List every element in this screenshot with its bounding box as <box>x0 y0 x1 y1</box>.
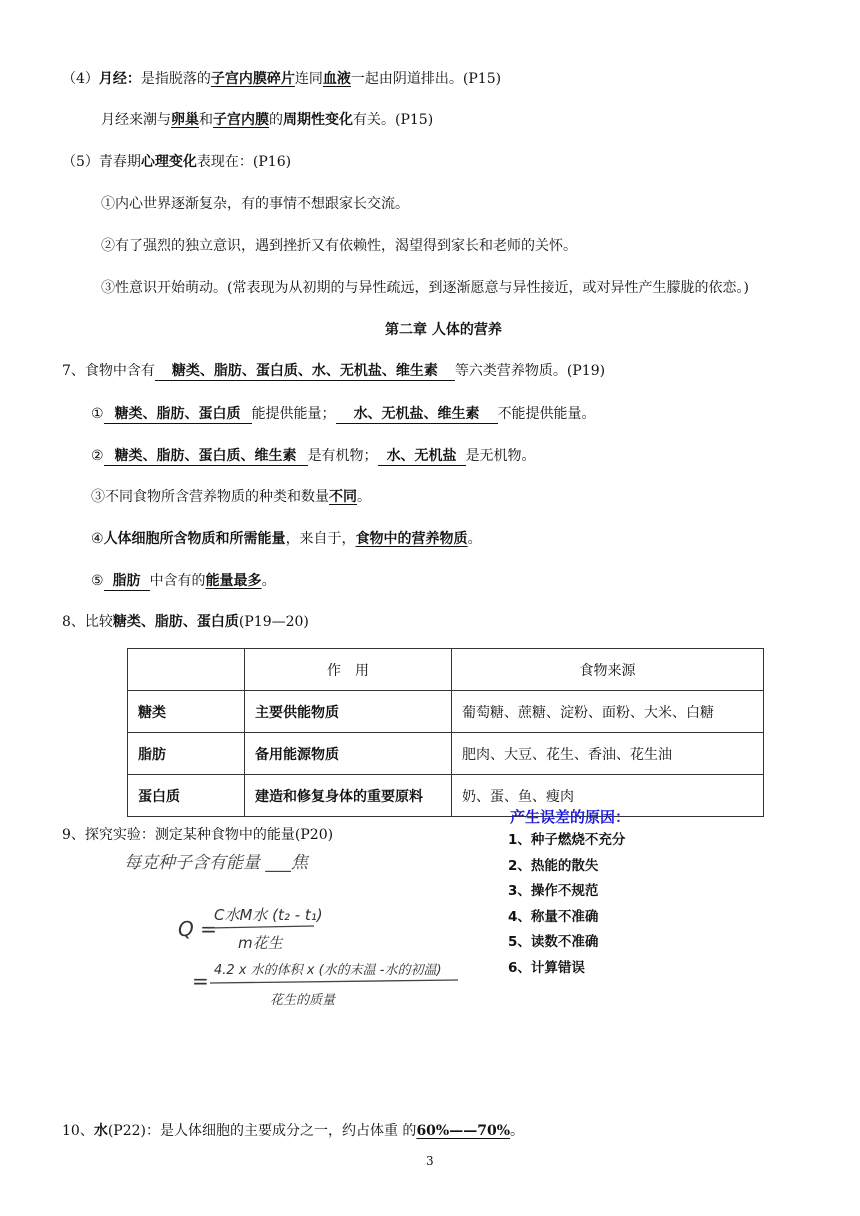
table-cell: 肥肉、大豆、花生、香油、花生油 <box>452 733 764 775</box>
handwritten-formula <box>118 842 478 1022</box>
food-differences-line: ③不同食物所含营养物质的种类和数量不同。 <box>91 489 371 505</box>
formula-numerator: C水M水 (t₂ - t₁) <box>214 906 323 924</box>
table-cell: 糖类 <box>128 691 245 733</box>
menstruation-definition: （4）月经：是指脱落的子宫内膜碎片连同血液一起由阴道排出。(P15) <box>62 71 502 87</box>
error-reason-item: 5、读数不准确 <box>508 934 599 950</box>
formula-eq2: = <box>192 969 209 993</box>
error-reason-item: 1、种子燃烧不充分 <box>508 832 626 848</box>
error-reason-item: 6、计算错误 <box>508 959 585 976</box>
formula-denominator-2: 花生的质量 <box>270 993 336 1008</box>
energy-nutrients-line: ① 糖类、脂肪、蛋白质 能提供能量； 水、无机盐、维生素 不能提供能量。 <box>91 406 596 422</box>
fat-energy-line: ⑤ 脂肪 中含有的能量最多。 <box>91 573 276 589</box>
page-number: 3 <box>426 1154 434 1168</box>
organic-inorganic-line: ② 糖类、脂肪、蛋白质、维生素 是有机物； 水、无机盐 是无机物。 <box>91 448 536 464</box>
table-row <box>128 691 764 733</box>
table-header-row <box>128 649 764 691</box>
formula-lhs: Q = <box>178 917 217 941</box>
table-row <box>128 775 764 817</box>
compare-heading: 8、比较糖类、脂肪、蛋白质(P19—20) <box>62 614 309 630</box>
chapter-title: 第二章 人体的营养 <box>385 322 502 338</box>
psychology-item-1: ①内心世界逐渐复杂，有的事情不想跟家长交流。 <box>101 196 409 212</box>
handwritten-energy-line: 每克种子含有能量 ___焦 <box>124 853 308 873</box>
table-cell: 葡萄糖、蔗糖、淀粉、面粉、大米、白糖 <box>452 691 764 733</box>
psychology-item-2: ②有了强烈的独立意识，遇到挫折又有依赖性，渴望得到家长和老师的关怀。 <box>101 238 577 254</box>
table-header-cell <box>128 649 245 691</box>
table-cell: 脂肪 <box>128 733 245 775</box>
error-reasons-title: 产生误差的原因： <box>510 808 631 826</box>
table-header-cell: 食物来源 <box>452 649 764 691</box>
nutrients-item-7: 7、食物中含有 糖类、脂肪、蛋白质、水、无机盐、维生素 等六类营养物质。(P19) <box>62 363 606 379</box>
water-line: 10、水(P22)：是人体细胞的主要成分之一，约占体重 的60%——70%。 <box>62 1123 525 1139</box>
table-cell: 备用能源物质 <box>245 733 452 775</box>
nutrient-comparison-table <box>127 648 764 817</box>
menstruation-cause: 月经来潮与卵巢和子宫内膜的周期性变化有关。(P15) <box>101 112 434 128</box>
formula-denominator: m花生 <box>238 934 283 952</box>
error-reason-item: 3、操作不规范 <box>508 883 599 899</box>
table-row <box>128 733 764 775</box>
formula-numerator-2: 4.2 x 水的体积 x (水的末温 -水的初温) <box>214 963 442 978</box>
table-cell: 奶、蛋、鱼、瘦肉 <box>452 775 764 817</box>
puberty-psychology-heading: （5）青春期心理变化表现在：(P16) <box>62 154 292 170</box>
experiment-heading: 9、探究实验：测定某种食物中的能量(P20) <box>62 827 334 843</box>
error-reason-item: 4、称量不准确 <box>508 908 599 925</box>
table-cell: 主要供能物质 <box>245 691 452 733</box>
table-cell: 蛋白质 <box>128 775 245 817</box>
cell-energy-source-line: ④人体细胞所含物质和所需能量，来自于，食物中的营养物质。 <box>91 531 482 547</box>
error-reasons-box <box>508 806 630 981</box>
table-cell: 建造和修复身体的重要原料 <box>245 775 452 817</box>
error-reason-item: 2、热能的散失 <box>508 857 599 874</box>
table-header-cell: 作 用 <box>245 649 452 691</box>
psychology-item-3: ③性意识开始萌动。(常表现为从初期的与异性疏远，到逐渐愿意与异性接近，或对异性产生朦胧的依恋。) <box>101 280 749 296</box>
